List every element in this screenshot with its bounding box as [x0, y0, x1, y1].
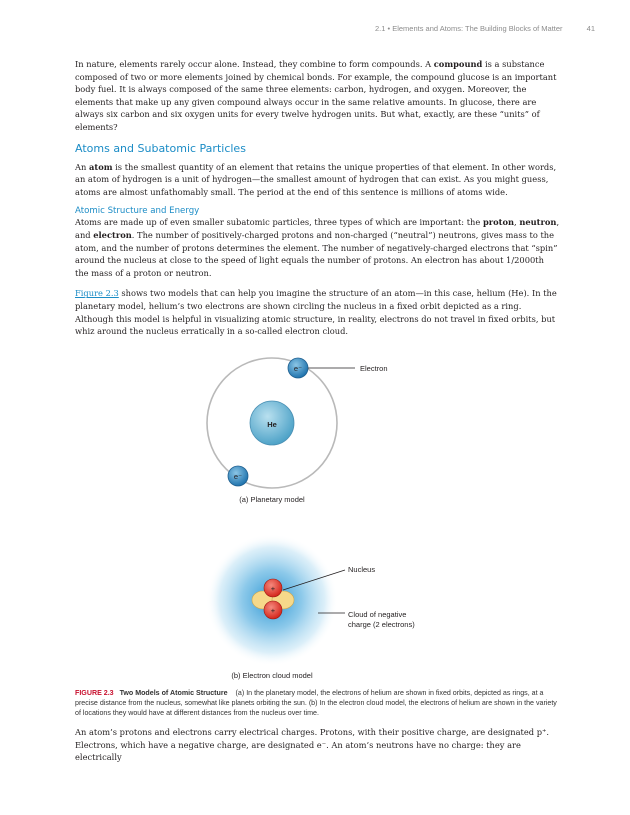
cloud-callout-line1: Cloud of negative — [348, 610, 407, 619]
electron-top-symbol: e⁻ — [293, 364, 303, 373]
chapter-title: 2.1 • Elements and Atoms: The Building Blocks of Matter — [374, 24, 563, 33]
nucleus-symbol: He — [267, 420, 277, 429]
paragraph-atom: An atom is the smallest quantity of an element that retains the unique properties of that element. In other words, an atom of hydrogen is a unit of hydrogen—the smallest amount of hydrogen that can exist. As you might guess, atoms are almost unfathomably small. The period at the end of this sentence is millions of atoms wide. — [75, 161, 557, 197]
term-atom: atom — [88, 161, 113, 172]
proton-top-symbol: + — [270, 584, 276, 593]
figure-caption-text: (a) In the planetary model, the electrons of helium are shown in fixed orbits, depicted as rings, at a precise distance from the nucleus, somewhat like planets orbiting the sun. (b) In the electron cloud model, the electrons of helium are shown in the variety of locations they would have at different distances from the nucleus over time. — [75, 689, 557, 717]
proton-bottom-symbol: + — [270, 606, 276, 615]
electron-callout: Electron — [360, 364, 388, 373]
body-text-continued — [75, 726, 560, 772]
figure-link[interactable]: Figure 2.3 — [75, 288, 119, 299]
paragraph-figure-ref: Figure 2.3 shows two models that can help you imagine the structure of an atom—in this case, helium (He). In the planetary model, helium’s two electrons are shown circling the nucleus in a fixed orbit depicted as a ring. Although this model is helpful in visualizing atomic structure, in reality, electrons do not travel in fixed orbits, but whiz around the nucleus erratically in a so-called electron cloud. — [75, 288, 557, 337]
term-proton: proton — [482, 217, 515, 228]
figure-caption — [75, 688, 560, 718]
page-number: 41 — [586, 24, 595, 33]
section-heading: Atoms and Subatomic Particles — [75, 141, 246, 155]
term-neutron: neutron — [519, 217, 557, 228]
term-compound: compound — [433, 59, 483, 69]
planetary-caption: (a) Planetary model — [239, 495, 305, 504]
figure-label: FIGURE 2.3 — [75, 689, 114, 697]
paragraph-compounds: In nature, elements rarely occur alone. Instead, they combine to form compounds. A compound is a substance composed of two or more elements joined by chemical bonds. For example, the compound glucose is an important body fuel. It is always composed of the same three elements: carbon, hydrogen, and oxygen. Moreover, the elements that make up any given compound always occur in the same relative amounts. In glucose, there are always six carbon and six oxygen units for every twelve hydrogen units. But what, exactly, are these “units” of elements? — [75, 59, 557, 132]
planetary-model — [207, 358, 388, 504]
electron-bottom-symbol: e⁻ — [233, 472, 243, 481]
cloud-caption: (b) Electron cloud model — [231, 671, 313, 680]
figure-title: Two Models of Atomic Structure — [119, 689, 228, 697]
cloud-callout-line2: charge (2 electrons) — [348, 620, 415, 629]
electron-cloud-model — [206, 534, 415, 680]
term-electron: electron — [93, 229, 132, 240]
subheading: Atomic Structure and Energy — [75, 206, 200, 217]
paragraph-structure: Atoms are made up of even smaller subatomic particles, three types of which are important: the proton, neutron, and electron. The number of positively-charged protons and non-charged (“neutral”) neutrons, gives mass to the atom, and the number of protons determines the element. The number of negatively-charged electrons that “spin” around the nucleus at close to the speed of light equals the number of protons. An electron has about 1/2000th the mass of a proton or neutron. — [75, 217, 560, 278]
paragraph-charges: An atom’s protons and electrons carry electrical charges. Protons, with their positive charge, are designated p⁺. Electrons, which have a negative charge, are designated e⁻. An atom’s neutrons have no charge: they are electrically — [75, 727, 550, 763]
nucleus-callout: Nucleus — [348, 565, 376, 574]
